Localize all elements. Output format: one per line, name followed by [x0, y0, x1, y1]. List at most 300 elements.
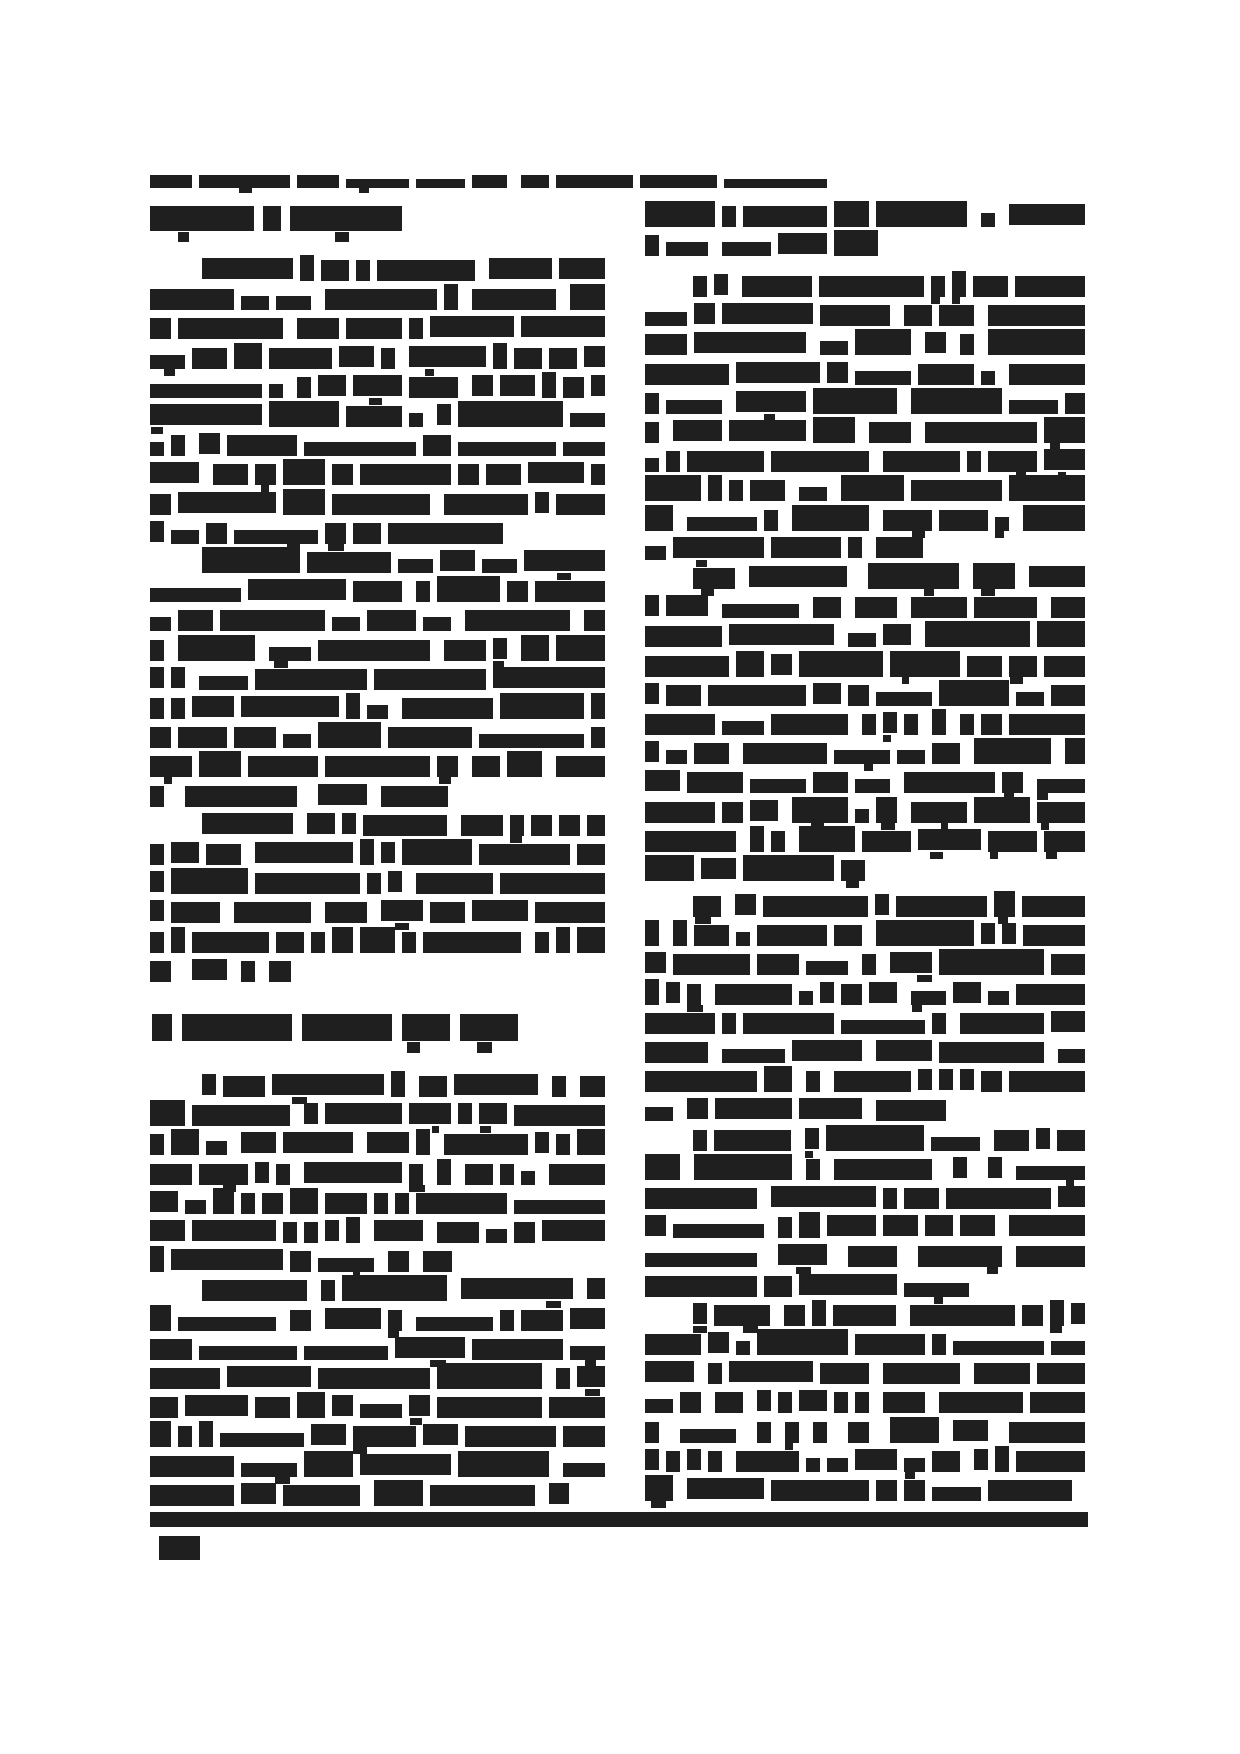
redacted-word: [904, 714, 918, 735]
redacted-word: [799, 826, 855, 852]
redacted-word: [820, 305, 890, 326]
redacted-word: [1022, 896, 1085, 917]
redacted-word: [269, 401, 339, 427]
redacted-descender: [651, 1501, 666, 1508]
redacted-word: [883, 1215, 918, 1236]
redacted-word: [645, 1188, 757, 1209]
redacted-descender: [796, 1267, 811, 1274]
redacted-word: [1002, 923, 1016, 944]
redacted-word: [722, 303, 813, 324]
redacted-word: [743, 855, 834, 881]
redacted-word: [199, 1421, 213, 1447]
redacted-word: [307, 813, 335, 834]
redacted-word: [953, 1341, 1044, 1355]
redacted-word: [591, 464, 605, 485]
redacted-word: [981, 1071, 1002, 1092]
redacted-word: [374, 1220, 423, 1241]
redacted-word: [535, 902, 605, 923]
redacted-word: [805, 1128, 819, 1149]
redacted-word: [290, 1251, 311, 1272]
redacted-word: [645, 626, 722, 647]
redacted-word: [827, 1458, 848, 1472]
redacted-word: [150, 175, 192, 188]
redacted-word: [694, 925, 729, 946]
redacted-word: [563, 1463, 605, 1477]
redacted-word: [749, 566, 847, 587]
redacted-word: [171, 698, 185, 719]
redacted-word: [680, 1392, 701, 1413]
redacted-word: [812, 1300, 826, 1326]
redacted-word: [1009, 475, 1085, 501]
redacted-word: [904, 305, 932, 326]
redacted-word: [645, 1449, 659, 1470]
redacted-word: [493, 638, 507, 659]
redacted-word: [841, 1020, 925, 1034]
redacted-word: [150, 844, 164, 865]
redacted-word: [402, 932, 416, 953]
redacted-word: [423, 617, 451, 631]
redacted-word: [645, 422, 659, 443]
redacted-word: [150, 1100, 185, 1126]
redacted-word: [1009, 714, 1085, 735]
redacted-word: [479, 1103, 507, 1124]
redacted-word: [430, 316, 514, 337]
redacted-word: [960, 1069, 974, 1090]
redacted-word: [1057, 1130, 1085, 1151]
redacted-word: [904, 772, 995, 793]
redacted-word: [461, 1278, 573, 1299]
redacted-word: [325, 1193, 367, 1214]
redacted-word: [304, 1222, 318, 1243]
redacted-word: [876, 537, 923, 558]
redacted-word: [241, 1463, 297, 1477]
redacted-word: [834, 1159, 932, 1180]
redacted-word: [722, 242, 771, 256]
redacted-word: [150, 1485, 234, 1506]
redacted-descender: [883, 735, 891, 742]
redacted-word: [381, 842, 395, 863]
redacted-word: [321, 1280, 335, 1301]
redacted-word: [953, 982, 981, 1003]
redacted-word: [409, 346, 486, 367]
redacted-word: [827, 1215, 876, 1236]
redacted-word: [531, 815, 552, 836]
redacted-word: [715, 1098, 792, 1119]
redacted-word: [234, 530, 318, 544]
redacted-word: [708, 475, 722, 501]
redacted-word: [1065, 393, 1085, 414]
redacted-word: [757, 1390, 771, 1411]
redacted-word: [645, 920, 659, 946]
redacted-word: [729, 480, 743, 501]
redacted-word: [820, 341, 848, 355]
redacted-word: [876, 1040, 932, 1061]
redacted-word: [150, 355, 185, 369]
redacted-descender: [477, 1042, 492, 1053]
redacted-descender: [239, 188, 252, 193]
redacted-word: [834, 1392, 848, 1413]
redacted-word: [960, 334, 974, 355]
redacted-word: [750, 826, 764, 852]
redacted-word: [178, 318, 283, 339]
redacted-word: [799, 1212, 820, 1238]
redacted-word: [645, 1215, 666, 1236]
redacted-word: [750, 779, 806, 793]
redacted-word: [855, 1392, 869, 1413]
redacted-word: [834, 230, 878, 256]
redacted-word: [500, 693, 584, 719]
redacted-word: [192, 696, 234, 717]
redacted-word: [736, 1451, 799, 1472]
redacted-word: [645, 714, 715, 735]
redacted-word: [645, 312, 687, 326]
redacted-word: [687, 517, 757, 531]
redacted-word: [673, 954, 750, 975]
redacted-word: [416, 1193, 507, 1214]
redacted-word: [248, 756, 318, 777]
redacted-word: [577, 844, 605, 865]
redacted-word: [1009, 656, 1037, 677]
redacted-word: [1058, 1049, 1085, 1063]
redacted-word: [813, 417, 855, 443]
redacted-word: [461, 815, 503, 836]
redacted-word: [666, 242, 708, 256]
redacted-word: [911, 991, 946, 1005]
redacted-word: [472, 756, 500, 777]
redacted-word: [666, 451, 680, 472]
redacted-word: [988, 831, 1037, 852]
redacted-word: [556, 494, 605, 515]
redacted-word: [360, 839, 374, 865]
redacted-word: [1009, 1215, 1085, 1236]
heading-word: [263, 206, 281, 231]
redacted-word: [645, 546, 666, 560]
redacted-word: [645, 1361, 694, 1382]
redacted-word: [666, 400, 722, 414]
redacted-word: [974, 797, 1030, 823]
redacted-word: [311, 932, 325, 953]
redacted-descender: [995, 531, 1004, 538]
redacted-word: [693, 276, 707, 297]
redacted-word: [332, 494, 430, 515]
redacted-word: [563, 442, 605, 456]
redacted-word: [150, 494, 171, 515]
heading-word: [182, 1014, 292, 1041]
redacted-descender: [864, 764, 873, 771]
redacted-word: [220, 1433, 304, 1447]
redacted-word: [904, 1188, 939, 1209]
redacted-word: [848, 685, 869, 706]
redacted-word: [645, 201, 715, 227]
redacted-word: [813, 683, 841, 704]
redacted-word: [150, 698, 164, 719]
redacted-descender: [912, 1005, 922, 1012]
redacted-word: [890, 952, 932, 973]
redacted-word: [939, 1042, 1044, 1063]
redacted-word: [223, 1076, 265, 1097]
redacted-word: [778, 1392, 792, 1413]
redacted-word: [202, 1280, 307, 1301]
redacted-word: [510, 815, 524, 836]
redacted-word: [1050, 1300, 1064, 1326]
redacted-word: [687, 451, 764, 472]
redacted-descender: [905, 1472, 915, 1479]
redacted-word: [556, 635, 605, 661]
redacted-word: [1051, 1011, 1085, 1032]
redacted-word: [715, 984, 792, 1005]
redacted-word: [150, 667, 164, 688]
redacted-word: [269, 348, 332, 369]
redacted-word: [1037, 779, 1085, 793]
redacted-word: [645, 802, 715, 823]
redacted-word: [890, 651, 960, 677]
redacted-word: [199, 676, 248, 690]
redacted-word: [904, 1458, 925, 1472]
redacted-word: [202, 547, 300, 573]
redacted-word: [988, 1157, 1002, 1178]
redacted-word: [360, 927, 395, 953]
redacted-word: [973, 563, 1015, 589]
redacted-word: [918, 364, 974, 385]
redacted-word: [687, 1449, 701, 1470]
redacted-word: [374, 1193, 388, 1214]
redacted-word: [150, 1456, 234, 1477]
redacted-word: [325, 1103, 402, 1124]
redacted-word: [946, 1188, 1051, 1209]
redacted-word: [645, 475, 701, 501]
redacted-word: [402, 698, 493, 719]
redacted-word: [1022, 1305, 1043, 1326]
redacted-word: [318, 722, 381, 748]
redacted-word: [332, 927, 353, 953]
redacted-word: [454, 1074, 538, 1095]
redacted-descender: [425, 369, 434, 376]
redacted-word: [694, 332, 806, 353]
redacted-word: [645, 979, 659, 1005]
redacted-word: [1071, 1303, 1085, 1324]
redacted-word: [799, 651, 883, 677]
redacted-word: [736, 1341, 750, 1355]
redacted-word: [743, 206, 827, 227]
redacted-descender: [846, 881, 859, 888]
redacted-word: [416, 873, 493, 894]
redacted-word: [584, 346, 605, 367]
redacted-word: [171, 1129, 199, 1155]
redacted-word: [514, 1222, 535, 1243]
redacted-word: [472, 289, 556, 310]
redacted-word: [841, 860, 865, 881]
redacted-word: [701, 858, 736, 879]
redacted-word: [687, 1098, 708, 1119]
redacted-word: [535, 492, 549, 513]
redacted-word: [192, 932, 269, 953]
redacted-word: [297, 175, 339, 188]
redacted-word: [918, 1069, 932, 1090]
redacted-word: [325, 902, 367, 923]
redacted-word: [178, 727, 227, 748]
redacted-word: [1023, 505, 1085, 531]
redacted-word: [806, 1071, 820, 1092]
redacted-word: [875, 894, 889, 915]
redacted-word: [556, 1368, 570, 1389]
redacted-word: [241, 1483, 276, 1504]
redacted-word: [645, 334, 687, 355]
redacted-word: [855, 329, 911, 355]
redacted-word: [896, 896, 987, 917]
redacted-word: [778, 1217, 792, 1238]
redacted-word: [388, 1310, 402, 1331]
redacted-word: [325, 289, 437, 310]
redacted-descender: [1041, 823, 1049, 830]
redacted-word: [1016, 1451, 1085, 1472]
redacted-word: [444, 1134, 528, 1155]
redacted-word: [939, 305, 974, 326]
redacted-word: [1016, 692, 1044, 706]
redacted-word: [185, 1395, 248, 1416]
redacted-word: [290, 1310, 311, 1331]
redacted-word: [192, 1105, 290, 1126]
redacted-word: [241, 296, 269, 310]
redacted-word: [932, 1334, 946, 1355]
redacted-word: [150, 384, 262, 398]
redacted-word: [981, 714, 1002, 735]
redacted-word: [409, 318, 423, 339]
redacted-descender: [395, 923, 409, 930]
redacted-word: [988, 329, 1085, 355]
redacted-word: [708, 1332, 729, 1353]
redacted-word: [834, 925, 862, 946]
redacted-word: [318, 1368, 430, 1389]
redacted-word: [535, 581, 605, 602]
redacted-word: [645, 1071, 757, 1092]
redacted-word: [423, 1424, 458, 1445]
redacted-descender: [695, 917, 711, 924]
redacted-word: [784, 1305, 805, 1326]
redacted-word: [388, 523, 503, 544]
redacted-word: [444, 640, 486, 661]
redacted-word: [192, 959, 227, 980]
redacted-descender: [987, 1267, 998, 1274]
redacted-word: [645, 1107, 673, 1121]
redacted-word: [206, 1141, 227, 1155]
redacted-word: [367, 1132, 409, 1153]
redacted-word: [855, 809, 869, 823]
redacted-word: [241, 696, 339, 717]
redacted-word: [304, 1162, 402, 1183]
redacted-word: [297, 377, 311, 398]
redacted-word: [521, 635, 549, 661]
redacted-word: [694, 303, 715, 324]
redacted-word: [834, 750, 890, 764]
redacted-word: [171, 667, 185, 688]
page-number-block: [159, 1536, 200, 1560]
redacted-descender: [432, 1126, 439, 1133]
redacted-word: [423, 932, 521, 953]
redacted-word: [178, 1317, 276, 1331]
redacted-word: [883, 1363, 960, 1384]
redacted-word: [542, 372, 556, 398]
redacted-word: [967, 451, 981, 472]
redacted-word: [206, 523, 227, 544]
redacted-descender: [557, 573, 571, 580]
redacted-word: [645, 235, 659, 256]
redacted-word: [360, 464, 451, 485]
redacted-word: [673, 920, 687, 946]
redacted-word: [1009, 1422, 1085, 1443]
redacted-word: [388, 871, 402, 892]
redacted-word: [353, 375, 402, 396]
redacted-word: [757, 1422, 771, 1443]
redacted-word: [346, 179, 409, 188]
redacted-word: [437, 1159, 451, 1185]
redacted-word: [395, 1337, 465, 1358]
redacted-descender: [693, 1326, 707, 1333]
redacted-word: [241, 961, 255, 982]
redacted-word: [834, 1071, 911, 1092]
redacted-word: [381, 900, 423, 921]
redacted-word: [645, 458, 659, 472]
redacted-word: [848, 537, 862, 558]
redacted-descender: [930, 852, 943, 859]
redacted-word: [360, 1454, 451, 1475]
redacted-word: [150, 1164, 192, 1185]
redacted-word: [381, 348, 395, 369]
redacted-word: [556, 175, 633, 188]
redacted-word: [199, 1164, 248, 1185]
redacted-word: [939, 949, 1044, 975]
redacted-word: [876, 797, 897, 823]
redacted-word: [806, 961, 848, 975]
redacted-word: [645, 1399, 673, 1413]
redacted-word: [736, 362, 820, 383]
redacted-word: [981, 923, 995, 944]
redacted-word: [570, 284, 605, 310]
redacted-word: [799, 991, 813, 1005]
redacted-word: [1065, 738, 1085, 764]
redacted-word: [799, 1098, 862, 1119]
redacted-word: [332, 1395, 353, 1416]
redacted-word: [563, 377, 584, 398]
redacted-word: [332, 617, 360, 631]
redacted-word: [202, 258, 293, 279]
heading-word: [152, 1014, 172, 1041]
redacted-word: [645, 364, 729, 385]
redacted-word: [1009, 364, 1085, 385]
redacted-word: [367, 873, 381, 894]
redacted-word: [1051, 685, 1085, 706]
redacted-word: [514, 1200, 605, 1214]
redacted-word: [666, 685, 701, 706]
redacted-word: [213, 464, 248, 485]
redacted-word: [514, 1105, 605, 1126]
redacted-word: [318, 375, 346, 396]
redacted-word: [994, 1130, 1029, 1151]
redacted-word: [1044, 449, 1085, 470]
redacted-descender: [274, 661, 288, 668]
redacted-word: [960, 1013, 1044, 1034]
redacted-word: [820, 982, 834, 1003]
redacted-word: [269, 647, 311, 661]
redacted-word: [778, 1244, 827, 1265]
redacted-word: [792, 1040, 862, 1061]
redacted-word: [645, 656, 729, 677]
redacted-word: [486, 464, 521, 485]
redacted-word: [339, 346, 374, 367]
heading-word: [150, 206, 254, 231]
redacted-word: [150, 617, 171, 631]
redacted-word: [150, 961, 171, 982]
redacted-word: [171, 842, 199, 863]
